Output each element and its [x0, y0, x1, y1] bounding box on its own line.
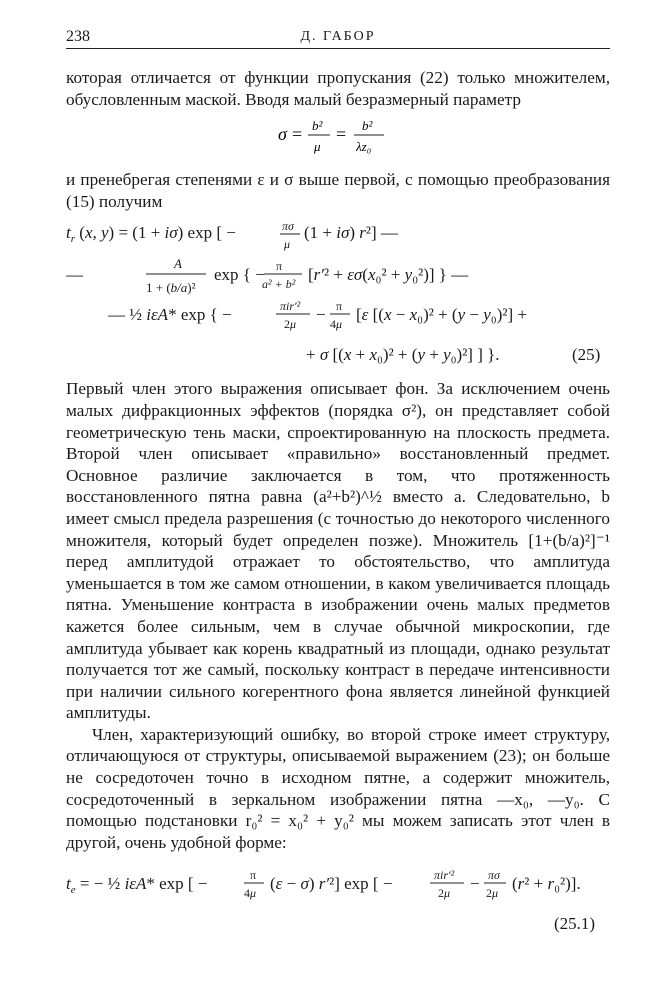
svg-text:2μ: 2μ: [438, 886, 451, 901]
svg-text:(25): (25): [572, 345, 601, 365]
svg-text:2μ: 2μ: [486, 886, 499, 901]
equation-sigma: [66, 116, 610, 161]
svg-text:(25.1): (25.1): [554, 914, 596, 934]
svg-text:πir′²: πir′²: [434, 868, 455, 883]
svg-text:4μ: 4μ: [330, 317, 343, 332]
equation-25-1-render: [66, 863, 610, 937]
svg-text:tr (x, y) = (1 + iσ) exp [ −: $t_r$ (x, y) = (1 + iσ) exp [ −: [66, 223, 236, 246]
svg-text:+ σ [(x + x₀)² + (y + y₀)²] ]: + σ [(x + x₀)² + (y + y₀)²] ] }.: [306, 345, 500, 365]
paragraph-4: Член, характеризующий ошибку, во второй строке имеет структуру, отличающуюся от структуры, описываемой выражением (23); он больше не сосредоточен точно в исходном пятне, а содержит множитель, сосредоточенный в зеркальном изображении пятна —x₀, —y₀. С помощью подстановки r₀² = x₀² + y₀² мы можем записать этот член в другой, очень удобной форме:: [66, 724, 610, 852]
svg-text:π: π: [336, 299, 343, 314]
svg-text:=: =: [336, 124, 347, 145]
svg-text:(1 + iσ) r²] —: (1 + iσ) r²] —: [304, 223, 398, 243]
svg-text:σ: σ: [278, 124, 287, 145]
paragraph-3: Первый член этого выражения описывает фон. За исключением очень малых дифракционных эффектов (порядка σ²), он представляет собой геометрическую тень маски, спроектированную на плоскость предмета. Второй член описывает «правильно» восстановленный предмет. Основное различие заключается в том, что протяженность восстановленного пятна равна (a²+b²)^½ вместо a. Следовательно, b имеет смысл предела разрешения (с точностью до некоторого численного множителя, который будет определен позже). Множитель [1+(b/a)²]⁻¹ перед амплитудой отражает то обстоятельство, что амплитуда уменьшается в том же самом отношении, в каком увеличивается площадь пятна. Уменьшение контраста в изображении очень малых предметов кажется более сильным, чем в случае обычной микроскопии, где амплитуда убывает как корень квадратный из площади, однако результат получается тот же самый, поскольку контраст в передаче интенсивности при наличии сильного когерентного фона является линейной функцией амплитуды.: [66, 379, 610, 723]
paragraph-2: и пренебрегая степенями ε и σ выше первой, с помощью преобразования (15) получим: [66, 170, 610, 211]
svg-text:πσ: πσ: [488, 868, 500, 883]
svg-text:−: −: [316, 305, 326, 325]
paragraph-1: которая отличается от функции пропускания (22) только множителем, обусловленным маской. Вводя малый безразмерный параметр: [66, 68, 610, 109]
page-number: 238: [66, 28, 90, 45]
svg-text:πir′²: πir′²: [280, 299, 301, 314]
svg-text:λz₀: λz₀: [356, 139, 372, 155]
svg-text:—: —: [66, 265, 83, 285]
svg-text:4μ: 4μ: [244, 886, 257, 901]
svg-text:μ: μ: [314, 139, 321, 155]
svg-text:πσ: πσ: [282, 220, 294, 234]
svg-text:−: −: [470, 874, 480, 894]
running-head: [66, 26, 610, 49]
svg-text:(ε − σ) r′²] exp [ −: (ε − σ) r′²] exp [ −: [270, 874, 393, 894]
page: [66, 26, 610, 945]
svg-text:A: A: [174, 256, 182, 272]
svg-text:=: =: [292, 124, 303, 145]
svg-text:a² + b²: a² + b²: [262, 277, 296, 292]
equation-25-1: [66, 863, 610, 937]
running-title: Д. ГАБОР: [300, 29, 376, 44]
svg-text:— ½ iεA* exp { −: — ½ iεA* exp { −: [108, 305, 232, 325]
equation-25-render: [66, 220, 610, 370]
svg-text:[r′² + εσ(x₀² + y₀²)] } —: [r′² + εσ(x₀² + y₀²)] } —: [308, 265, 469, 285]
svg-text:π: π: [250, 868, 257, 883]
equation-sigma-render: [238, 116, 438, 156]
svg-text:te = − ½ iεA* exp [ −: $t_e$ = − ½ iεA* exp [ −: [66, 874, 208, 897]
svg-text:(r² + r₀²)].: (r² + r₀²)].: [512, 874, 581, 894]
equation-25: [66, 220, 610, 370]
svg-text:1 + (b/a)²: 1 + (b/a)²: [146, 280, 196, 296]
svg-text:b²: b²: [362, 118, 373, 134]
svg-text:μ: μ: [284, 237, 291, 252]
svg-text:π: π: [276, 259, 283, 274]
svg-text:exp { −: exp { −: [214, 265, 265, 285]
svg-text:[ε [(x − x₀)² + (y − y₀)²] +: [ε [(x − x₀)² + (y − y₀)²] +: [356, 305, 527, 325]
svg-text:2μ: 2μ: [284, 317, 297, 332]
svg-text:b²: b²: [312, 118, 323, 134]
